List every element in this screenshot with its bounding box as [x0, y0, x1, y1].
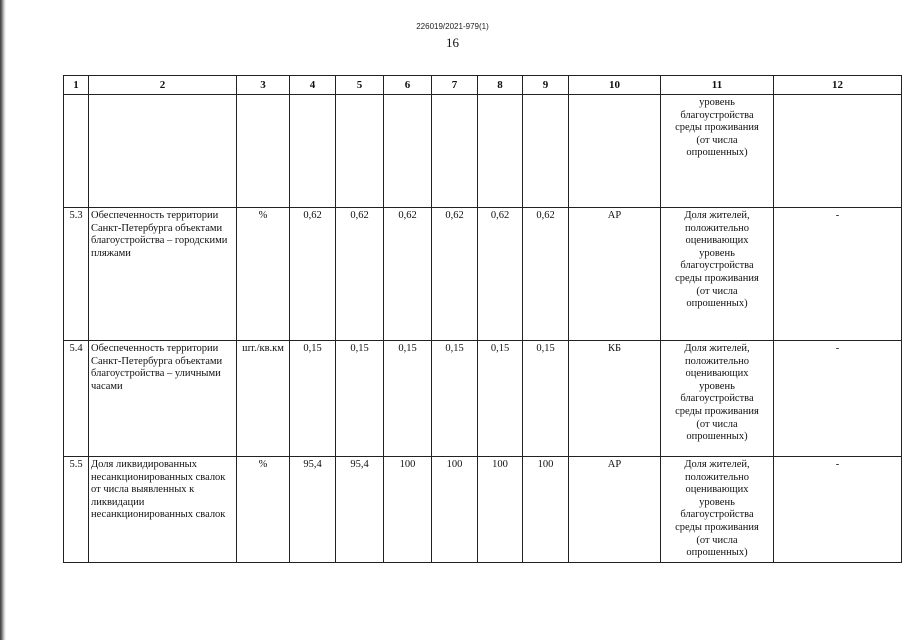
column-header: 7 [432, 76, 478, 95]
value-cell [523, 95, 569, 208]
source-cell: АР [569, 457, 661, 563]
value-cell: 100 [432, 457, 478, 563]
indicator-name: Доля ликвидированных несанкционированных свалок от числа выявленных к ликвидации несанкционированных свалок [89, 457, 237, 563]
column-header: 2 [89, 76, 237, 95]
value-cell: 95,4 [290, 457, 336, 563]
column-number-row [64, 76, 902, 95]
note-cell [774, 95, 902, 208]
table-row [64, 95, 902, 208]
method-cell: Доля жителей, положительно оценивающих уровень благоустройства среды проживания (от числа опрошенных) [661, 208, 774, 341]
column-header: 11 [661, 76, 774, 95]
table-row [64, 457, 902, 563]
column-header: 3 [237, 76, 290, 95]
row-number: 5.3 [64, 208, 89, 341]
note-cell: - [774, 208, 902, 341]
column-header: 12 [774, 76, 902, 95]
indicator-name: Обеспеченность территории Санкт-Петербурга объектами благоустройства – городскими пляжами [89, 208, 237, 341]
method-cell: уровень благоустройства среды проживания (от числа опрошенных) [661, 95, 774, 208]
value-cell [432, 95, 478, 208]
indicator-table [63, 75, 902, 563]
page-number: 16 [446, 35, 459, 50]
column-header: 5 [336, 76, 384, 95]
note-cell: - [774, 457, 902, 563]
unit-cell: % [237, 208, 290, 341]
column-header: 6 [384, 76, 432, 95]
indicator-name [89, 95, 237, 208]
document-id: 226019/2021-979(1) [416, 22, 489, 31]
method-cell: Доля жителей, положительно оценивающих уровень благоустройства среды проживания (от числа опрошенных) [661, 457, 774, 563]
table-row [64, 208, 902, 341]
method-cell: Доля жителей, положительно оценивающих уровень благоустройства среды проживания (от числа опрошенных) [661, 341, 774, 457]
value-cell: 0,15 [336, 341, 384, 457]
row-number: 5.5 [64, 457, 89, 563]
value-cell: 0,15 [432, 341, 478, 457]
value-cell: 0,62 [290, 208, 336, 341]
value-cell [384, 95, 432, 208]
note-cell: - [774, 341, 902, 457]
indicator-name: Обеспеченность территории Санкт-Петербурга объектами благоустройства – уличными часами [89, 341, 237, 457]
value-cell: 0,62 [384, 208, 432, 341]
column-header: 1 [64, 76, 89, 95]
column-header: 4 [290, 76, 336, 95]
column-header: 10 [569, 76, 661, 95]
value-cell: 0,15 [290, 341, 336, 457]
scan-edge [0, 0, 6, 640]
column-header: 9 [523, 76, 569, 95]
source-cell: АР [569, 208, 661, 341]
source-cell [569, 95, 661, 208]
value-cell: 100 [478, 457, 523, 563]
unit-cell: % [237, 457, 290, 563]
row-number [64, 95, 89, 208]
value-cell [478, 95, 523, 208]
value-cell [336, 95, 384, 208]
value-cell: 0,62 [432, 208, 478, 341]
row-number: 5.4 [64, 341, 89, 457]
source-cell: КБ [569, 341, 661, 457]
column-header: 8 [478, 76, 523, 95]
value-cell: 0,15 [478, 341, 523, 457]
value-cell: 95,4 [336, 457, 384, 563]
value-cell: 0,62 [336, 208, 384, 341]
value-cell: 0,15 [523, 341, 569, 457]
value-cell: 100 [523, 457, 569, 563]
value-cell: 0,62 [478, 208, 523, 341]
unit-cell: шт./кв.км [237, 341, 290, 457]
value-cell [290, 95, 336, 208]
value-cell: 0,15 [384, 341, 432, 457]
value-cell: 0,62 [523, 208, 569, 341]
table-row [64, 341, 902, 457]
value-cell: 100 [384, 457, 432, 563]
unit-cell [237, 95, 290, 208]
